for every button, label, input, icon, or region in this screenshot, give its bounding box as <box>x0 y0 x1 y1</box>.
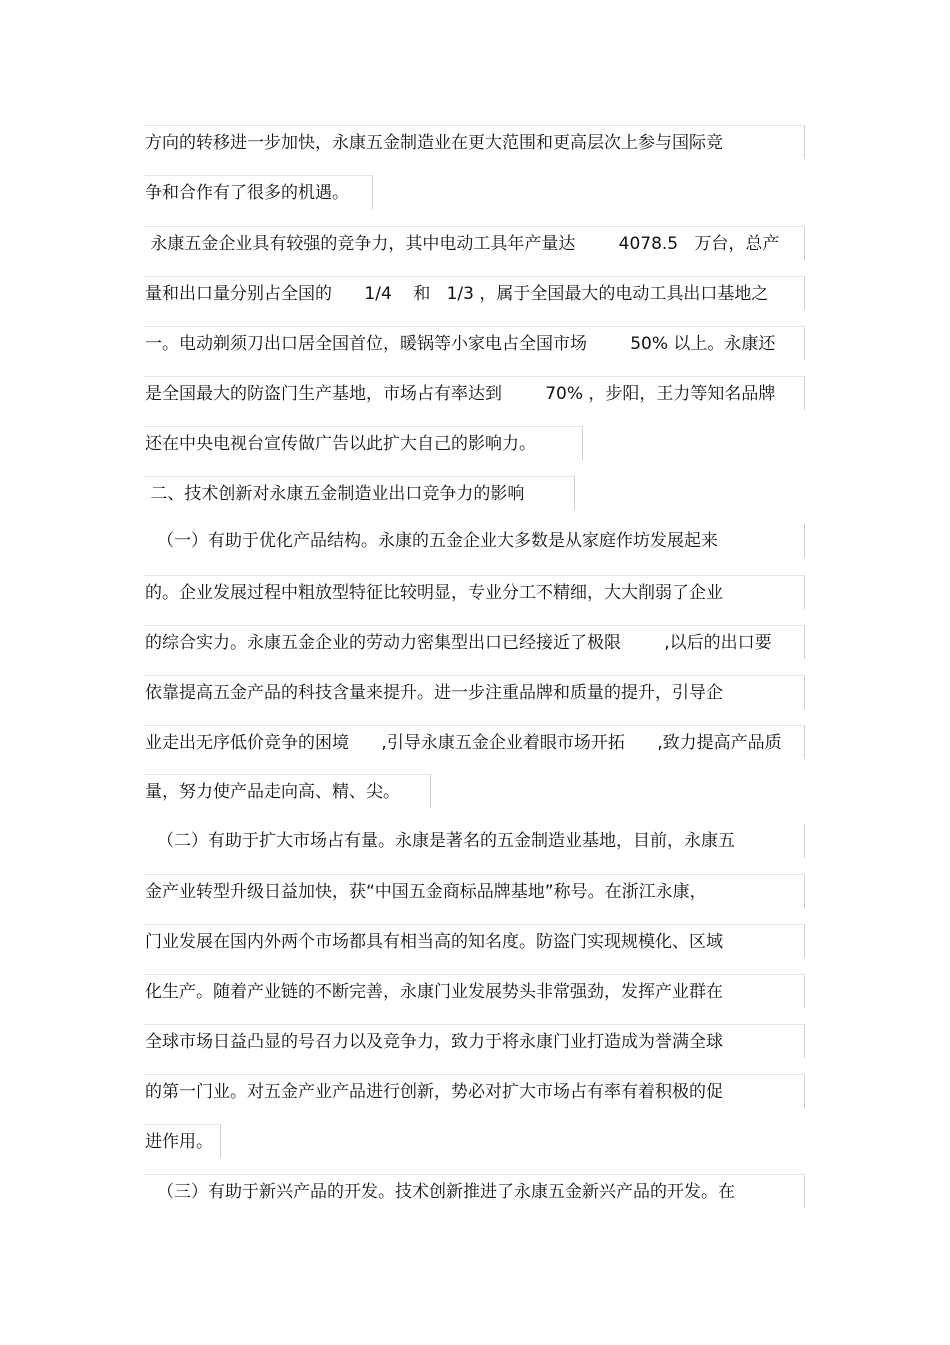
text-line: 是全国最大的防盗门生产基地，市场占有率达到 70% ，步阳，王力等知名品牌 <box>143 376 805 410</box>
text-line: 门业发展在国内外两个市场都具有相当高的知名度。防盗门实现规模化、区域 <box>143 924 805 958</box>
text-line: 量和出口量分别占全国的 1/4 和 1/3 ，属于全国最大的电动工具出口基地之 <box>143 276 805 310</box>
text-line: （二）有助于扩大市场占有量。永康是著名的五金制造业基地，目前，永康五 <box>143 824 805 858</box>
text-line: 化生产。随着产业链的不断完善，永康门业发展势头非常强劲，发挥产业群在 <box>143 974 805 1008</box>
text-line: 方向的转移进一步加快，永康五金制造业在更大范围和更高层次上参与国际竞 <box>143 125 805 159</box>
text-line: 永康五金企业具有较强的竞争力，其中电动工具年产量达 4078.5 万台，总产 <box>143 226 805 260</box>
text-line: （一）有助于优化产品结构。永康的五金企业大多数是从家庭作坊发展起来 <box>143 524 805 558</box>
text-line: 依靠提高五金产品的科技含量来提升。进一步注重品牌和质量的提升，引导企 <box>143 675 805 709</box>
text-line: 还在中央电视台宣传做广告以此扩大自己的影响力。 <box>143 426 583 460</box>
text-line: 业走出无序低价竞争的困境 ,引导永康五金企业着眼市场开拓 ,致力提高产品质 <box>143 725 805 759</box>
section-heading: 二、技术创新对永康五金制造业出口竞争力的影响 <box>143 476 575 510</box>
text-line: 的第一门业。对五金产业产品进行创新，势必对扩大市场占有率有着积极的促 <box>143 1074 805 1108</box>
text-line: 争和合作有了很多的机遇。 <box>143 175 373 209</box>
text-line: 的综合实力。永康五金企业的劳动力密集型出口已经接近了极限 ,以后的出口要 <box>143 625 805 659</box>
text-line: 量，努力使产品走向高、精、尖。 <box>143 774 431 808</box>
text-line: 进作用。 <box>143 1124 221 1158</box>
text-line: 的。企业发展过程中粗放型特征比较明显，专业分工不精细，大大削弱了企业 <box>143 575 805 609</box>
text-line: 金产业转型升级日益加快，获“中国五金商标品牌基地”称号。在浙江永康， <box>143 874 805 908</box>
text-line: 一。电动剃须刀出口居全国首位，暖锅等小家电占全国市场 50% 以上。永康还 <box>143 326 805 360</box>
text-line: （三）有助于新兴产品的开发。技术创新推进了永康五金新兴产品的开发。在 <box>143 1174 805 1208</box>
text-line: 全球市场日益凸显的号召力以及竞争力，致力于将永康门业打造成为誉满全球 <box>143 1024 805 1058</box>
